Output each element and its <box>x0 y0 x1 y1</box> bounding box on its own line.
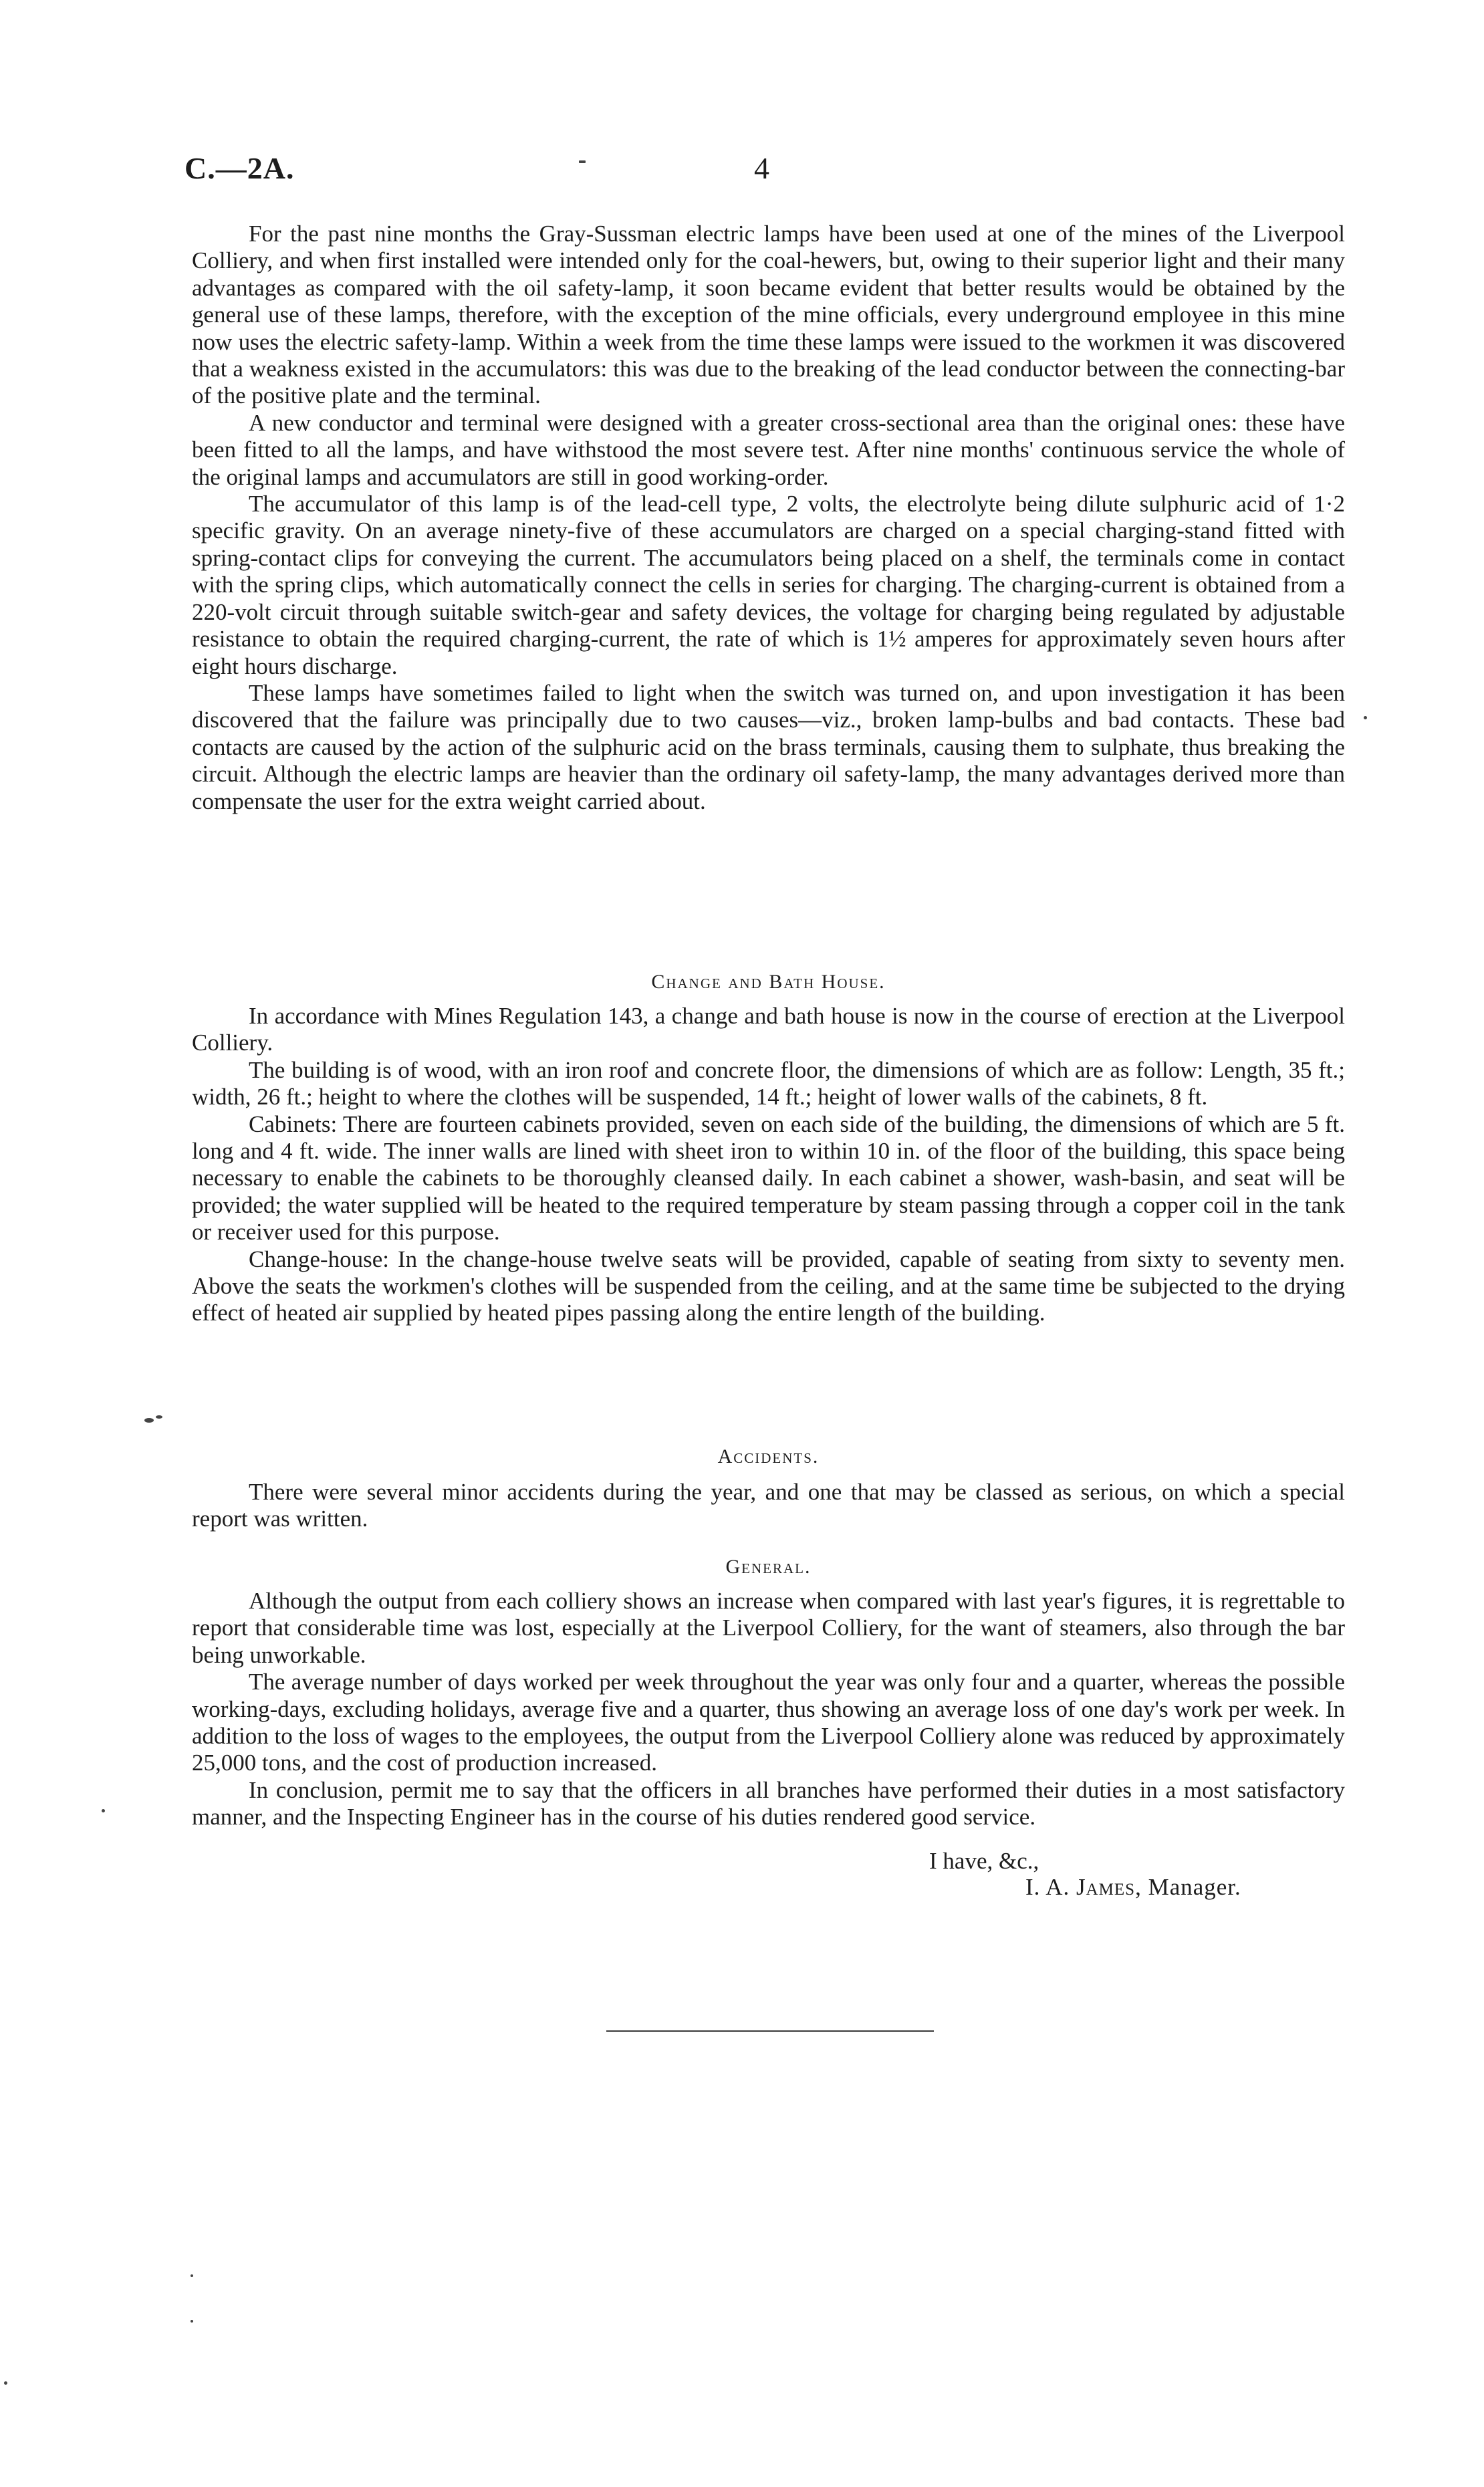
paragraph: A new conductor and terminal were designed with a greater cross-sectional area than the original ones: these have been fitted to all the lamps, and have withstood the most severe test. After nine months' continuous service the whole of the original lamps and accumulators are still in good working-order. <box>192 409 1345 490</box>
paragraph: The building is of wood, with an iron roof and concrete floor, the dimensions of which are as follow: Length, 35 ft.; width, 26 ft.; height to where the clothes will be suspended, 14 ft.; height of lower walls of the cabinets, 8 ft. <box>192 1056 1345 1110</box>
paragraph: These lamps have sometimes failed to light when the switch was turned on, and upon investigation it has been discovered that the failure was principally due to two causes—viz., broken lamp-bulbs and bad contacts. These bad contacts are caused by the action of the sulphuric acid on the brass terminals, causing them to sulphate, thus breaking the circuit. Although the electric lamps are heavier than the ordinary oil safety-lamp, the many advantages derived more than compensate the user for the extra weight carried about. <box>192 679 1345 814</box>
signature-block <box>1025 1874 1241 1901</box>
paragraph: In accordance with Mines Regulation 143, a change and bath house is now in the course of erection at the Liverpool Colliery. <box>192 1003 1345 1056</box>
paragraph: Cabinets: There are fourteen cabinets provided, seven on each side of the building, the dimensions of which are 5 ft. long and 4 ft. wide. The inner walls are lined with sheet iron to within 10 in. of the floor of the building, this space being necessary to enable the cabinets to be thoroughly cleansed daily. In each cabinet a shower, wash-basin, and seat will be provided; the water supplied will be heated to the required temperature by steam passing through a copper coil in the tank or receiver used for this purpose. <box>192 1110 1345 1246</box>
section-heading-change-house: Change and Bath House. <box>651 971 886 993</box>
closing-salutation: I have, &c., <box>929 1848 1039 1874</box>
scan-speck <box>144 1418 154 1423</box>
section-heading-accidents: Accidents. <box>717 1445 820 1467</box>
accidents-section <box>192 1479 1345 1533</box>
paragraph: Change-house: In the change-house twelve seats will be provided, capable of seating from sixty to seventy men. Above the seats the workmen's clothes will be suspended from the ceiling, and at the same time be subjected to the drying effect of heated air supplied by heated pipes passing along the entire length of the building. <box>192 1246 1345 1326</box>
paragraph: The average number of days worked per week throughout the year was only four and a quarter, whereas the possible working-days, excluding holidays, average five and a quarter, thus showing an average loss of one day's work per week. In addition to the loss of wages to the employees, the output from the Liverpool Colliery alone was reduced by approximately 25,000 tons, and the cost of production increased. <box>192 1669 1345 1776</box>
paragraph: The accumulator of this lamp is of the lead-cell type, 2 volts, the electrolyte being dilute sulphuric acid of 1·2 specific gravity. On an average ninety-five of these accumulators are charged on a special charging-stand fitted with spring-contact clips for conveying the current. The accumulators being placed on a shelf, the terminals come in contact with the spring clips, which automatically connect the cells in series for charging. The charging-current is obtained from a 220-volt circuit through suitable switch-gear and safety devices, the voltage for charging being regulated by adjustable resistance to obtain the required charging-current, the rate of which is 1½ amperes for approximately seven hours after eight hours discharge. <box>192 491 1345 679</box>
paragraph: In conclusion, permit me to say that the officers in all branches have performed their duties in a most satisfactory manner, and the Inspecting Engineer has in the course of his duties rendered good service. <box>192 1776 1345 1830</box>
change-house-section <box>192 1003 1345 1327</box>
page-header <box>184 150 1301 197</box>
scan-speck <box>1364 716 1367 719</box>
scan-speck <box>102 1809 105 1812</box>
scan-speck <box>191 2274 193 2277</box>
signatory-title: Manager. <box>1148 1874 1241 1900</box>
scan-speck <box>191 2320 193 2323</box>
paragraph: For the past nine months the Gray-Sussman electric lamps have been used at one of the mines of the Liverpool Colliery, and when first installed were intended only for the coal-hewers, but, owing to their superior light and their many advantages as compared with the oil safety-lamp, it soon became evident that better results would be obtained by the general use of these lamps, therefore, with the exception of the mine officials, every underground employee in this mine now uses the electric safety-lamp. Within a week from the time these lamps were issued to the workmen it was discovered that a weakness existed in the accumulators: this was due to the breaking of the lead conductor between the connecting-bar of the positive plate and the terminal. <box>192 221 1345 409</box>
signatory-name: James, <box>1076 1874 1142 1900</box>
section-heading-general: General. <box>725 1556 812 1578</box>
scan-speck <box>156 1415 162 1419</box>
page-number: 4 <box>754 151 769 185</box>
intro-section <box>192 221 1345 815</box>
paragraph: There were several minor accidents during the year, and one that may be classed as serious, on which a special report was written. <box>192 1479 1345 1532</box>
paragraph: Although the output from each colliery shows an increase when compared with last year's figures, it is regrettable to report that considerable time was lost, especially at the Liverpool Colliery, for the want of steamers, also through the bar being unworkable. <box>192 1588 1345 1668</box>
end-rule <box>606 2030 934 2032</box>
document-reference: C.—2A. <box>184 151 295 185</box>
signatory-initials: I. A. <box>1025 1874 1070 1900</box>
general-section <box>192 1588 1345 1831</box>
scan-speck <box>4 2381 7 2385</box>
scan-speck <box>579 160 586 163</box>
